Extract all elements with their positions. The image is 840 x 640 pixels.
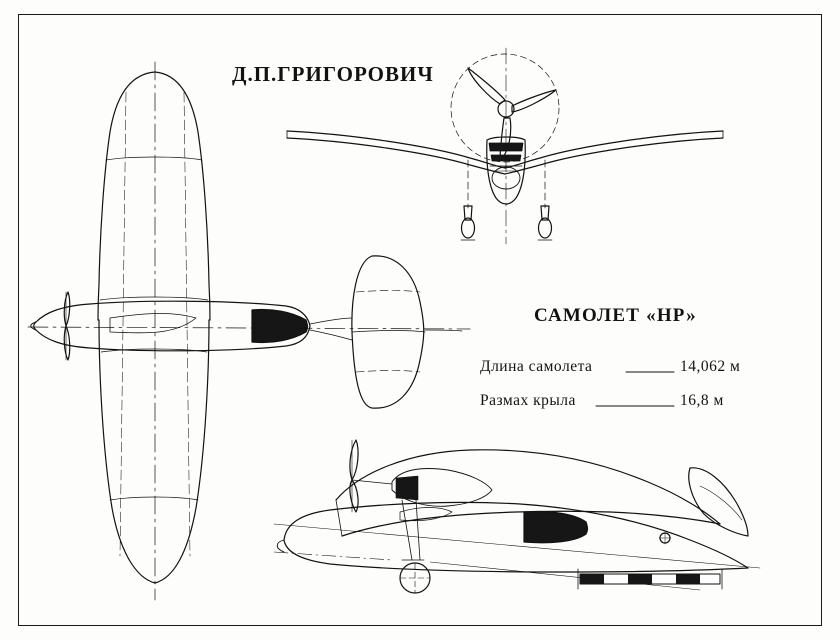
aircraft-title: САМОЛЕТ «НР»: [534, 305, 697, 326]
spec-length-value: 14,062 м: [680, 358, 741, 375]
spec-length-label: Длина самолета: [480, 358, 593, 375]
designer-name: Д.П.ГРИГОРОВИЧ: [232, 62, 434, 86]
top-view-plan: [28, 62, 470, 600]
spec-wingspan-value: 16,8 м: [680, 392, 724, 409]
spec-wingspan-label: Размах крыла: [480, 392, 576, 409]
side-view-profile: [274, 440, 760, 593]
spec-leader-lines: [596, 372, 674, 406]
